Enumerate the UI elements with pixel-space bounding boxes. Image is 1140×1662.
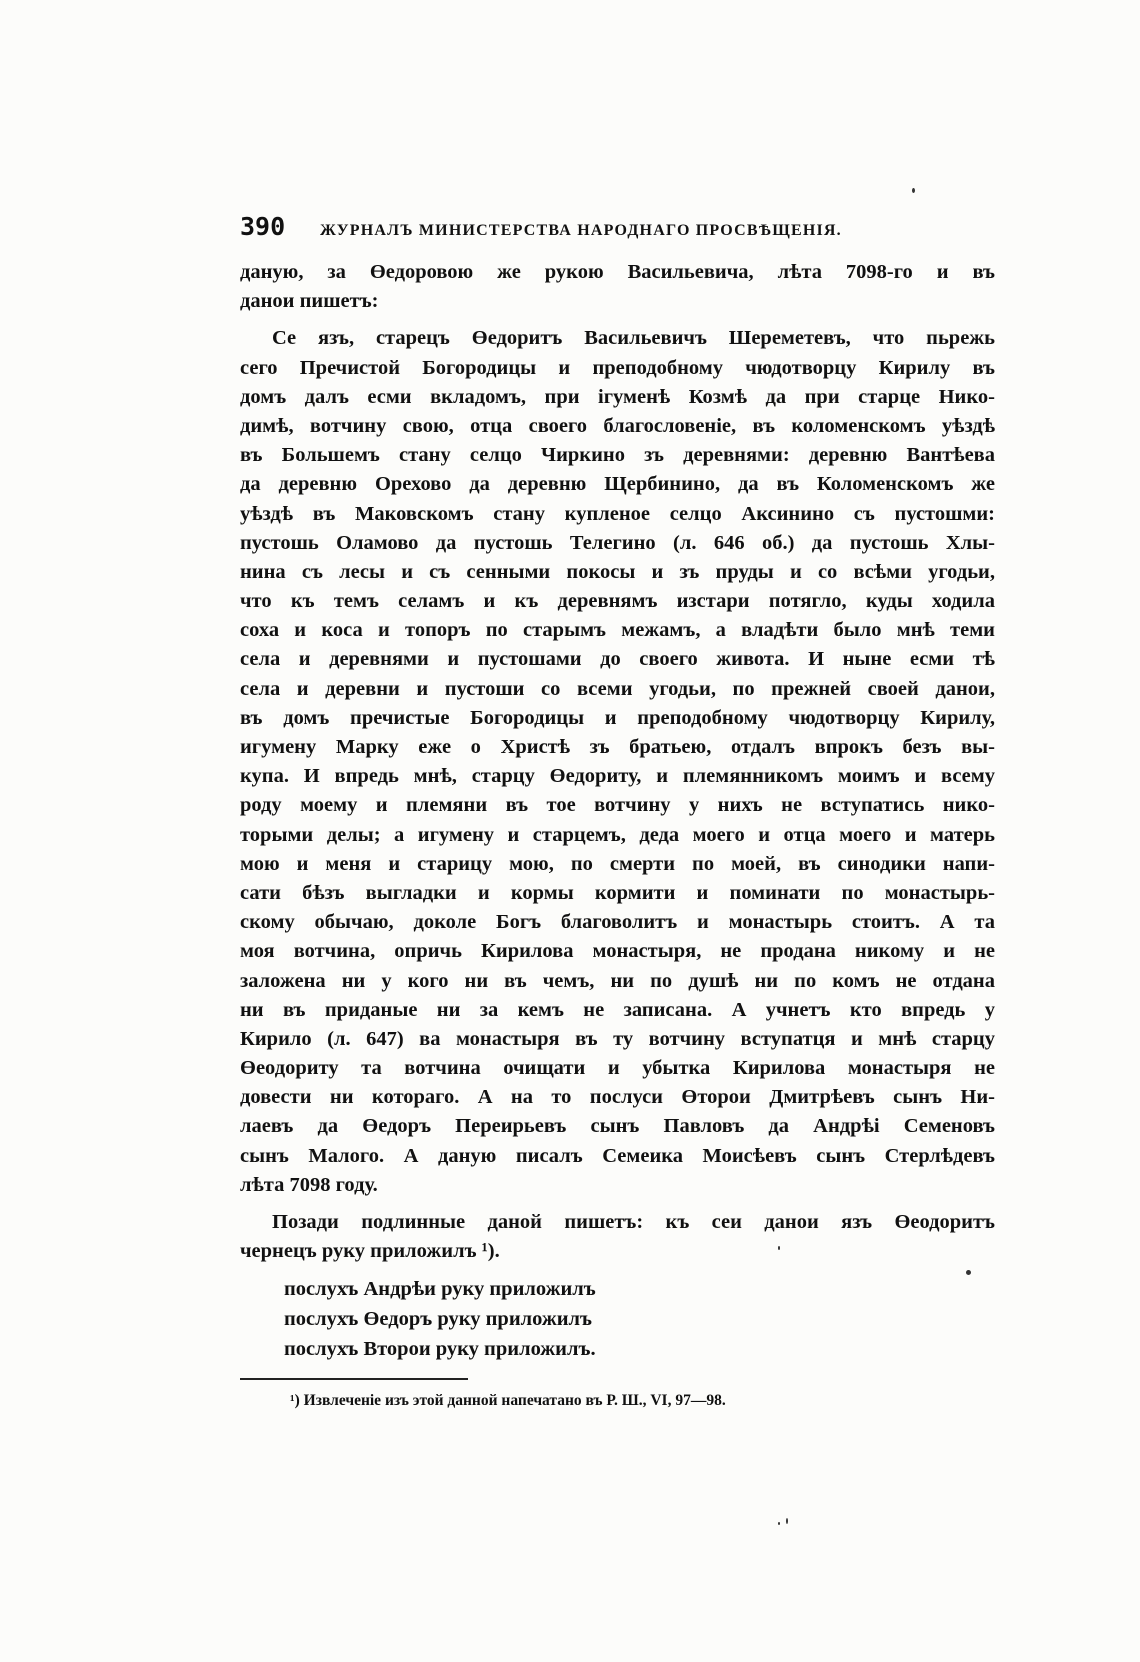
text-line: Кирило (л. 647) ва монастыря въ ту вотчину вступатця и мнѣ старцу [240,1027,995,1050]
page-number: 390 [240,212,286,241]
text-line: сынъ Малого. А даную писалъ Семеика Моисѣевъ сынъ Стерлѣдевъ [240,1144,995,1167]
text-line: пустошь Оламово да пустошь Телегино (л. 646 об.) да пустошь Хлы- [240,531,995,554]
scan-speck [786,1518,788,1524]
scan-speck [778,1522,780,1525]
text-line: Өеодориту та вотчина очищати и убытка Кирилова монастыря не [240,1057,995,1080]
paragraph-gap [240,1200,995,1208]
text-line: нина съ лесы и съ сенными покосы и зъ пруды и со всѣми угодьи, [240,560,995,583]
document-page [240,212,995,1410]
paragraph-gap [240,316,995,324]
text-line: села и деревнями и пустошами до своего живота. И ныне есми тѣ [240,648,995,671]
text-line: мою и меня и старицу мою, по смерти по моей, въ синодики напи- [240,852,995,875]
body-text [240,258,995,1266]
text-line: даную, за Өедоровою же рукою Васильевича, лѣта 7098-го и въ [240,261,995,283]
text-line: ни въ приданые ни за кемъ не записана. А учнетъ кто впредь у [240,998,995,1021]
page-header [240,212,995,246]
text-line: что къ темъ селамъ и къ деревнямъ изстари потягло, куды ходила [240,590,995,613]
scan-speck [912,188,915,193]
text-line: въ Большемъ стану селцо Чиркино зъ деревнями: деревню Вантѣева [240,444,995,467]
text-line: чернецъ руку приложилъ ¹). [240,1240,500,1263]
text-line: купа. И впредь мнѣ, старцу Өедориту, и племянникомъ моимъ и всему [240,765,995,788]
text-line: домъ далъ есми вкладомъ, при ігуменѣ Козмѣ да при старце Нико- [240,385,995,408]
text-line: скому обычаю, доколе Богъ благоволитъ и монастырь стоитъ. А та [240,911,995,934]
signature-line: послухъ Өедоръ руку приложилъ [284,1308,593,1331]
text-line: да деревню Орехово да деревню Щербинино, да въ Коломенскомъ же [240,473,995,496]
text-line: уѣздѣ въ Маковскомъ стану купленое селцо Аксинино съ пустошми: [240,502,995,525]
footnote: ¹) Извлеченіе изъ этой данной напечатано въ Р. Ш., VI, 97—98. [290,1392,726,1410]
text-line: сати бѣзъ выгладки и кормы кормити и поминати по монастырь- [240,881,995,904]
text-line: роду моему и племяни въ тое вотчину у нихъ не вступатись нико- [240,794,995,817]
scan-speck [778,1246,780,1250]
text-line: сего Пречистой Богородицы и преподобному чюдотворцу Кирилу въ [240,356,995,379]
text-line: Позади подлинные даной пишетъ: къ сеи данои язъ Өеодоритъ [272,1211,995,1233]
text-line: игумену Марку еже о Христѣ зъ братьею, отдалъ впрокъ безъ вы- [240,736,995,758]
text-line: моя вотчина, опричь Кирилова монастыря, не продана никому и не [240,940,995,963]
text-line: села и деревни и пустоши со всеми угодьи, по прежней своей данои, [240,677,995,700]
scan-speck [966,1270,971,1275]
text-line: лѣта 7098 году. [240,1173,378,1196]
text-line: лаевъ да Өедоръ Переирьевъ сынъ Павловъ да Андрѣі Семеновъ [240,1115,995,1138]
text-line: соха и коса и топоръ по старымъ межамъ, а владѣти было мнѣ теми [240,619,995,642]
text-line: довести ни котораго. А на то послуси Өторои Дмитрѣевъ сынъ Ни- [240,1086,995,1109]
text-line: Се язъ, старецъ Өедоритъ Васильевичъ Шереметевъ, что пьрежь [272,327,995,350]
signature-list [240,1274,995,1364]
text-line: данои пишетъ: [240,290,379,313]
text-line: димѣ, вотчину свою, отца своего благословеніе, въ коломенскомъ уѣздѣ [240,414,995,437]
text-line: въ домъ пречистые Богородицы и преподобному чюдотворцу Кирилу, [240,706,995,729]
footnote-rule [240,1378,468,1380]
text-line: заложена ни у кого ни въ чемъ, ни по душѣ ни по комъ не отдана [240,969,995,992]
text-line: торыми делы; а игумену и старцемъ, деда моего и отца моего и матерь [240,823,995,846]
signature-line: послухъ Второи руку приложилъ. [284,1338,596,1361]
signature-line: послухъ Андрѣи руку приложилъ [284,1278,596,1301]
running-title: ЖУРНАЛЪ МИНИСТЕРСТВА НАРОДНАГО ПРОСВѢЩЕНІЯ. [320,222,842,239]
